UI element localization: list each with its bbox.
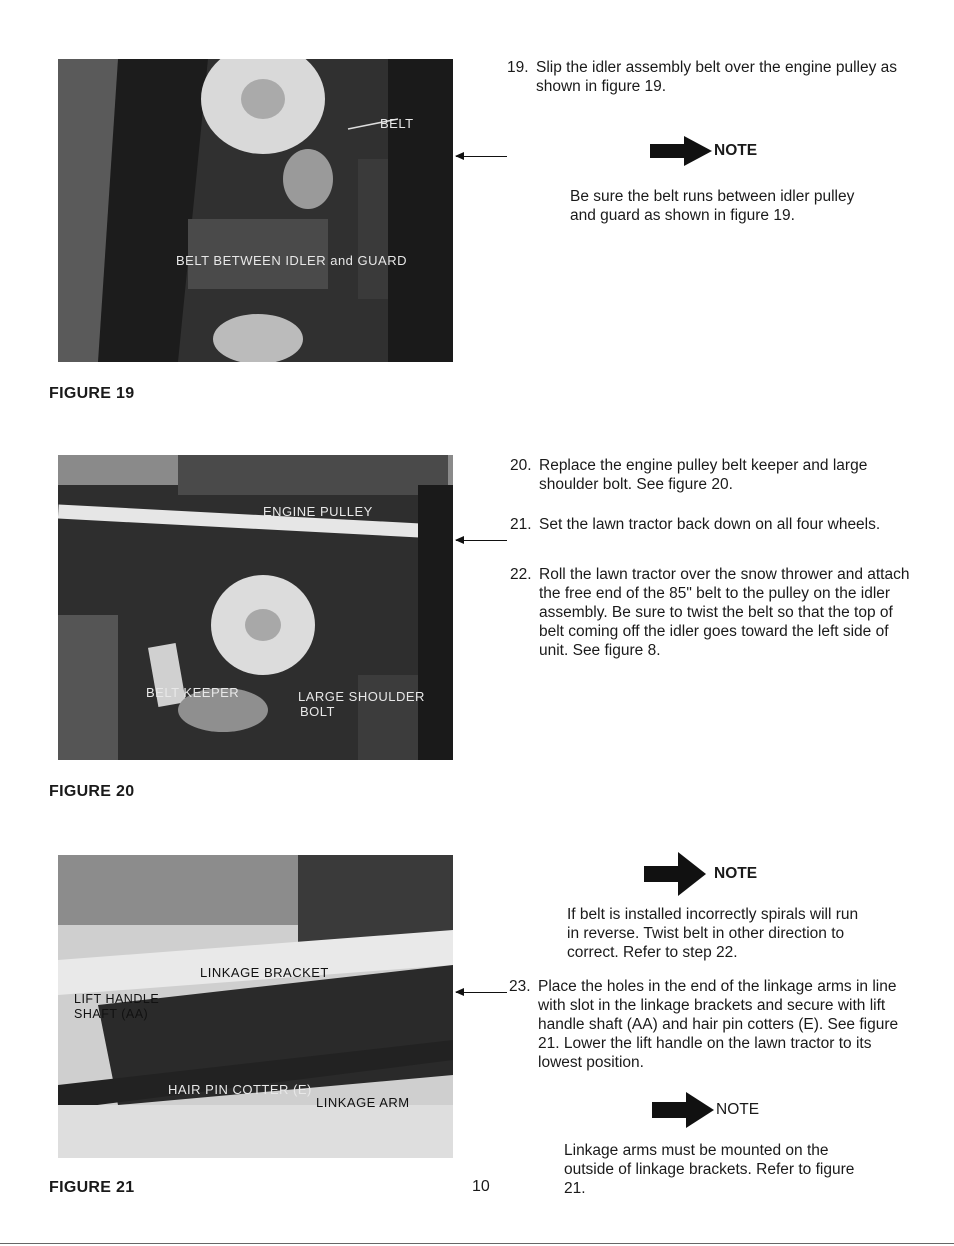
figure-20-pointer-arrow — [456, 540, 507, 541]
figure-20-photo — [58, 455, 453, 760]
large-shoulder-label: LARGE SHOULDER — [298, 689, 425, 704]
step-20 — [510, 456, 912, 494]
bolt-label: BOLT — [300, 704, 335, 719]
step-text: Place the holes in the end of the linkage arms in line with slot in the linkage brackets and secure with lift handle shaft (AA) and hair pin cotters (E). See figure 21. Lower the lift handle on the lawn tractor to its lowest position. — [538, 978, 899, 1071]
shaft-aa-label: SHAFT (AA) — [74, 1007, 149, 1021]
note-1-header — [650, 136, 757, 166]
note-2-text: If belt is installed incorrectly spirals will run in reverse. Twist belt in other direction to correct. Refer to step 22. — [567, 906, 859, 961]
step-19 — [507, 58, 912, 96]
step-text: Slip the idler assembly belt over the engine pulley as shown in figure 19. — [536, 59, 898, 95]
step-number: 23. — [509, 978, 531, 995]
lift-handle-label: LIFT HANDLE — [74, 992, 160, 1006]
step-21 — [510, 515, 920, 534]
bottom-rule — [0, 1243, 954, 1244]
note-3-header — [652, 1092, 759, 1128]
step-text: Roll the lawn tractor over the snow thrower and attach the free end of the 85" belt to the pulley on the idler assembly. Be sure to twist the belt so that the top of belt coming off the idler goes toward the left side of unit. See figure 8. — [539, 566, 910, 659]
figure-19-photo — [58, 59, 453, 362]
step-number: 22. — [510, 566, 532, 583]
step-number: 19. — [507, 59, 529, 76]
belt-keeper-label: BELT KEEPER — [146, 685, 240, 700]
figure-21-pointer-arrow — [456, 992, 507, 993]
note-label: NOTE — [716, 1101, 760, 1118]
note-3-text: Linkage arms must be mounted on the outside of linkage brackets. Refer to figure 21. — [564, 1142, 855, 1197]
figure-19-pointer-arrow — [456, 156, 507, 157]
figure-21-photo — [58, 855, 453, 1158]
step-number: 21. — [510, 516, 532, 533]
arrow-right-icon — [644, 852, 706, 896]
step-number: 20. — [510, 457, 532, 474]
step-22 — [510, 565, 912, 660]
belt-label: BELT — [380, 116, 414, 131]
figure-20-caption: FIGURE 20 — [49, 783, 135, 800]
belt-between-idler-guard-label: BELT BETWEEN IDLER and GUARD — [176, 253, 407, 268]
note-label: NOTE — [714, 142, 758, 159]
figure-19-caption: FIGURE 19 — [49, 385, 135, 402]
engine-pulley-label: ENGINE PULLEY — [263, 504, 373, 519]
note-2-header — [644, 852, 757, 896]
arrow-right-icon — [652, 1092, 714, 1128]
step-23 — [509, 977, 911, 1072]
linkage-bracket-label: LINKAGE BRACKET — [200, 965, 329, 980]
arrow-right-icon — [650, 136, 712, 166]
page-number: 10 — [472, 1178, 490, 1195]
note-1-text: Be sure the belt runs between idler pulley and guard as shown in figure 19. — [570, 188, 855, 224]
figure-21-caption: FIGURE 21 — [49, 1179, 135, 1196]
linkage-arm-label: LINKAGE ARM — [316, 1095, 410, 1110]
step-text: Set the lawn tractor back down on all four wheels. — [539, 516, 881, 533]
note-label: NOTE — [714, 865, 758, 882]
hair-pin-cotter-label: HAIR PIN COTTER (E) — [168, 1082, 312, 1097]
step-text: Replace the engine pulley belt keeper and large shoulder bolt. See figure 20. — [539, 457, 868, 493]
